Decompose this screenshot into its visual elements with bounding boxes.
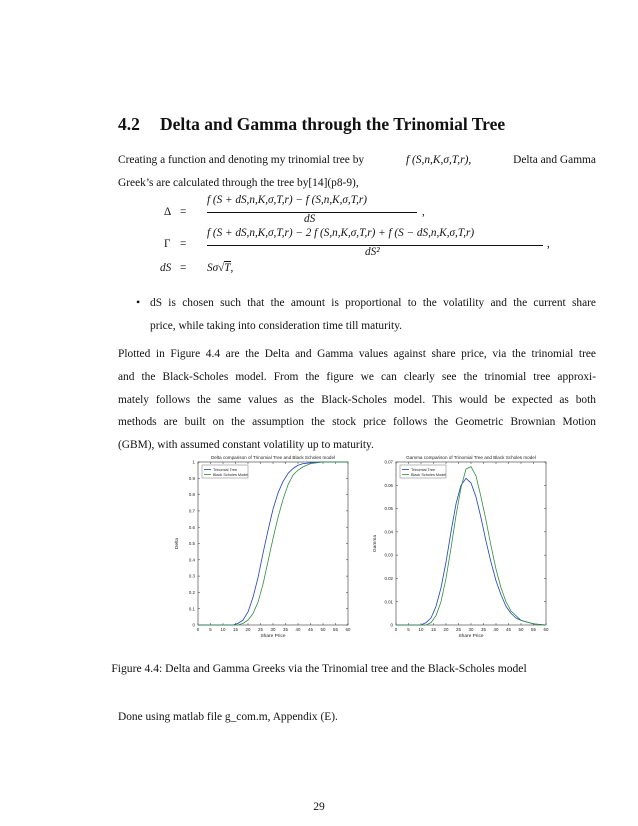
gamma-y-tick-label: 0.05 bbox=[384, 506, 393, 512]
delta-series-black-scholes-line bbox=[198, 462, 348, 625]
ds-symbol: dS bbox=[160, 262, 172, 274]
results-line-1: Plotted in Figure 4.4 are the Delta and Gamma values against share price, via the trinomial tree bbox=[118, 348, 596, 360]
results-paragraph bbox=[118, 343, 596, 457]
gamma-x-tick-label: 0 bbox=[394, 627, 398, 632]
gamma-x-tick-label: 60 bbox=[543, 627, 549, 632]
delta-x-tick-label: 60 bbox=[345, 627, 351, 632]
ds-equals: = bbox=[180, 262, 187, 274]
delta-y-tick-label: 1 bbox=[192, 459, 195, 465]
ds-trailing-comma: , bbox=[230, 262, 234, 274]
gamma-y-tick-label: 0.02 bbox=[384, 576, 393, 582]
gamma-x-tick-label: 20 bbox=[443, 627, 449, 632]
section-heading bbox=[118, 114, 505, 135]
delta-x-tick-label: 15 bbox=[233, 627, 238, 632]
results-line-5: (GBM), with assumed constant volatility up to maturity. bbox=[118, 439, 374, 452]
delta-y-tick-label: 0.5 bbox=[188, 541, 195, 547]
delta-chart bbox=[168, 452, 358, 657]
gamma-series-trinomial-tree-line bbox=[396, 478, 546, 625]
gamma-plot-frame bbox=[396, 462, 546, 625]
delta-plot-frame bbox=[198, 462, 348, 625]
intro-paragraph bbox=[118, 149, 596, 195]
intro-line1-pre: Creating a function and denoting my trinomial tree by bbox=[118, 154, 365, 166]
results-line-2: and the Black-Scholes model. From the figure we can clearly see the trinomial tree approxi- bbox=[118, 370, 596, 383]
delta-denominator: dS bbox=[304, 213, 316, 225]
delta-x-tick-label: 20 bbox=[245, 627, 251, 632]
ds-rhs bbox=[207, 262, 233, 274]
gamma-y-tick-label: 0.01 bbox=[384, 599, 393, 605]
delta-x-tick-label: 10 bbox=[220, 627, 226, 632]
delta-x-tick-label: 50 bbox=[320, 627, 326, 632]
page-number: 29 bbox=[313, 800, 325, 813]
delta-y-tick-label: 0.1 bbox=[188, 606, 195, 612]
delta-x-tick-label: 25 bbox=[258, 627, 263, 632]
gamma-y-tick-label: 0.03 bbox=[384, 552, 393, 558]
delta-trailing-comma: , bbox=[422, 206, 425, 218]
ds-radicand: T bbox=[224, 262, 231, 274]
section-title: Delta and Gamma through the Trinomial Tree bbox=[160, 114, 506, 134]
delta-symbol: Δ bbox=[164, 206, 172, 218]
gamma-legend-label: Trinomial Tree bbox=[411, 467, 436, 472]
gamma-legend-label: Black Scholes Model bbox=[411, 472, 447, 477]
gamma-equals: = bbox=[180, 238, 187, 250]
gamma-y-tick-label: 0.07 bbox=[384, 459, 393, 465]
delta-y-tick-label: 0.6 bbox=[188, 524, 195, 530]
results-line-4: methods are built on the assumption the stock price follows the Geometric Brownian Motion bbox=[118, 416, 596, 429]
delta-y-tick-label: 0.7 bbox=[188, 508, 195, 514]
gamma-denominator: dS² bbox=[365, 246, 380, 258]
gamma-x-tick-label: 50 bbox=[518, 627, 524, 632]
delta-x-tick-label: 40 bbox=[295, 627, 301, 632]
gamma-y-tick-label: 0.04 bbox=[384, 529, 393, 535]
delta-y-tick-label: 0.2 bbox=[188, 590, 195, 595]
delta-numerator: f (S + dS,n,K,σ,T,r) − f (S,n,K,σ,T,r) bbox=[207, 194, 367, 206]
bullet-line1: dS is chosen such that the amount is proportional to the volatility and the current share bbox=[150, 297, 596, 309]
gamma-chart-svg bbox=[366, 452, 556, 652]
gamma-chart bbox=[366, 452, 556, 657]
gamma-y-axis-label: Gamma bbox=[373, 534, 378, 553]
results-line-3: mately follows the same values as the Black-Scholes model. This would be expected as both bbox=[118, 393, 596, 406]
delta-chart-title: Delta comparison of Trinomial Tree and Black Scholes model bbox=[210, 455, 336, 460]
gamma-x-tick-label: 15 bbox=[431, 627, 436, 632]
delta-chart-svg bbox=[168, 452, 358, 652]
bullet-line2: price, while taking into consideration time till maturity. bbox=[150, 319, 403, 332]
bullet-icon: • bbox=[136, 295, 141, 309]
section-number: 4.2 bbox=[118, 114, 140, 134]
delta-x-axis-label: Share Price bbox=[260, 634, 286, 639]
delta-legend-label: Trinomial Tree bbox=[213, 467, 238, 472]
gamma-x-tick-label: 30 bbox=[468, 627, 474, 632]
gamma-x-tick-label: 10 bbox=[418, 627, 424, 632]
delta-y-tick-label: 0.3 bbox=[188, 573, 195, 579]
matlab-note: Done using matlab file g_com.m, Appendix (E). bbox=[118, 711, 338, 723]
gamma-series-black-scholes-line bbox=[396, 467, 546, 625]
intro-line2: Greek’s are calculated through the tree by[14](p8-9), bbox=[118, 176, 359, 189]
gamma-symbol: Γ bbox=[164, 238, 171, 250]
delta-x-tick-label: 55 bbox=[333, 627, 338, 632]
delta-y-tick-label: 0 bbox=[192, 622, 195, 628]
delta-y-axis-label: Delta bbox=[175, 537, 180, 550]
intro-line1-post: Delta and Gamma bbox=[513, 154, 596, 166]
gamma-y-tick-label: 0 bbox=[390, 622, 393, 628]
gamma-x-tick-label: 40 bbox=[493, 627, 499, 632]
bullet-text bbox=[150, 292, 596, 338]
gamma-x-tick-label: 5 bbox=[407, 627, 410, 632]
gamma-x-tick-label: 55 bbox=[531, 627, 536, 632]
sqrt-icon: √ bbox=[218, 262, 225, 274]
delta-x-tick-label: 0 bbox=[196, 627, 200, 632]
delta-y-tick-label: 0.8 bbox=[188, 492, 195, 498]
delta-equals: = bbox=[180, 206, 187, 218]
delta-legend-label: Black Scholes Model bbox=[213, 472, 249, 477]
gamma-x-tick-label: 25 bbox=[456, 627, 461, 632]
gamma-numerator: f (S + dS,n,K,σ,T,r) − 2 f (S,n,K,σ,T,r) + f (S − dS,n,K,σ,T,r) bbox=[207, 227, 475, 239]
delta-x-tick-label: 30 bbox=[270, 627, 276, 632]
delta-x-tick-label: 5 bbox=[209, 627, 212, 632]
delta-y-tick-label: 0.9 bbox=[188, 475, 195, 481]
gamma-y-tick-label: 0.06 bbox=[384, 482, 393, 488]
gamma-chart-title: Gamma comparison of Trinomial Tree and Black Scholes model bbox=[406, 455, 536, 460]
gamma-x-axis-label: Share Price bbox=[458, 634, 484, 639]
delta-y-tick-label: 0.4 bbox=[188, 557, 195, 563]
figure-caption: Figure 4.4: Delta and Gamma Greeks via the Trinomial tree and the Black-Scholes model bbox=[111, 662, 527, 675]
intro-function: f (S,n,K,σ,T,r), bbox=[406, 154, 472, 166]
delta-x-tick-label: 45 bbox=[308, 627, 313, 632]
delta-series-trinomial-tree-line bbox=[198, 462, 348, 625]
ds-rhs-pre: Sσ bbox=[207, 262, 219, 274]
gamma-trailing-comma: , bbox=[547, 238, 550, 250]
gamma-x-tick-label: 45 bbox=[506, 627, 511, 632]
gamma-x-tick-label: 35 bbox=[481, 627, 486, 632]
delta-x-tick-label: 35 bbox=[283, 627, 288, 632]
